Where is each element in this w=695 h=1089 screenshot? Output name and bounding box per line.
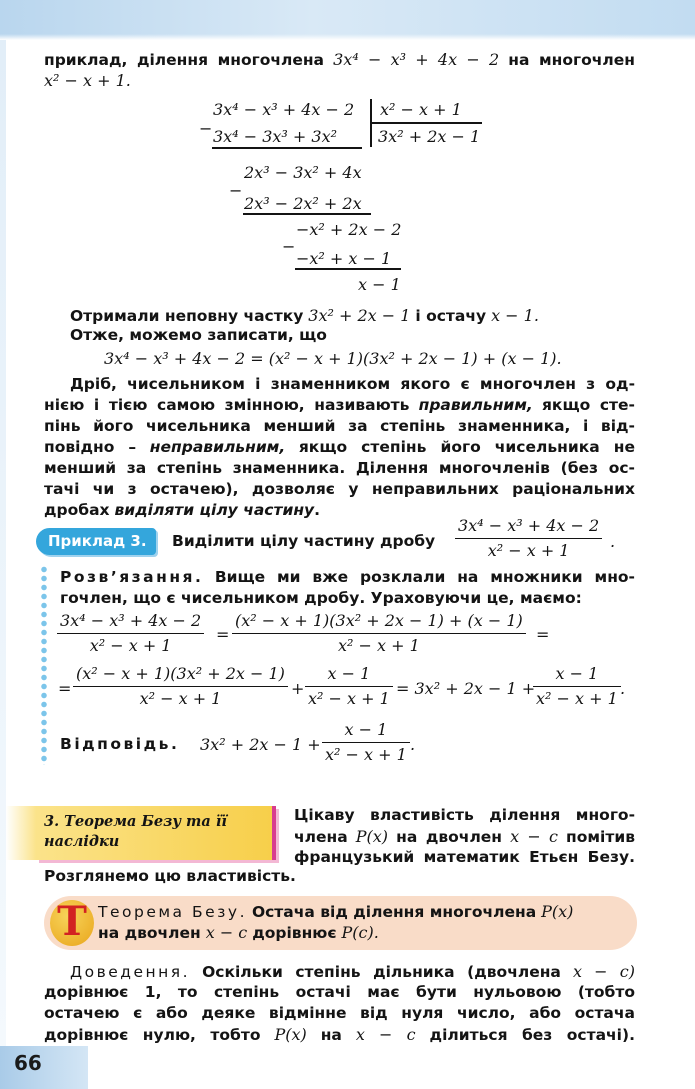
section-title: 3. Теорема Безу та її наслідки — [44, 813, 227, 850]
fraction-numerator: 3x⁴ − x³ + 4x − 2 — [458, 516, 600, 535]
result-identity: 3x⁴ − x³ + 4x − 2 = (x² − x + 1)(3x² + 2x − 1) + (x − 1). — [104, 349, 562, 368]
proof-line-3 — [44, 1003, 635, 1024]
proof-text-2: дорівнює 1, то степінь остачі має бути нульовою (тобто — [44, 983, 635, 1001]
fraction-denominator: x² − x + 1 — [57, 633, 204, 656]
eq-plus-1: + — [291, 679, 305, 698]
answer-label-line — [60, 734, 179, 755]
para1-text-4a: повідно – — [44, 438, 137, 456]
para1-text-7b: . — [314, 501, 321, 519]
example-badge: Приклад 3. — [36, 528, 156, 555]
division-minus-1: − — [199, 119, 213, 138]
eq-fraction-5 — [533, 664, 621, 709]
fraction-numerator: x − 1 — [344, 720, 388, 739]
fraction-numerator: (x² − x + 1)(3x² + 2x − 1) — [76, 664, 285, 683]
section-heading-box — [36, 806, 276, 860]
result-text-a: Отримали неповну частку — [70, 307, 304, 325]
example-task-text: Виділити цілу частину дробу — [172, 532, 436, 550]
proof-line-2 — [44, 982, 635, 1003]
para1-line-7 — [44, 500, 320, 521]
division-quotient: 3x² + 2x − 1 — [378, 127, 481, 146]
division-subtrahend-1: 3x⁴ − 3x³ + 3x² — [213, 127, 338, 146]
division-minus-3: − — [282, 237, 296, 256]
theorem-line-1 — [98, 901, 573, 923]
result-remainder: x − 1. — [491, 306, 539, 325]
section-text-2c: помітив — [566, 828, 636, 846]
result-line-2 — [70, 325, 327, 346]
para1-text-6: тачі чи з остачею), дозволяє у неправильних раціональних — [44, 480, 635, 498]
eq-fraction-1 — [57, 611, 204, 656]
para1-line-3 — [44, 416, 635, 437]
proof-text-3: остачею є або деяке відмінне від нуля число, або остача — [44, 1004, 635, 1022]
theorem-text-2a: на двочлен — [98, 924, 201, 942]
solution-label: Розв’язання. — [60, 568, 204, 586]
division-underline-3 — [295, 268, 401, 270]
solution-dotted-marker — [40, 565, 48, 765]
solution-line-2 — [60, 588, 582, 609]
division-final-remainder: x − 1 — [358, 275, 401, 294]
fraction-denominator: x² − x + 1 — [232, 633, 526, 656]
theorem-text-1: Остача від ділення многочлена — [251, 903, 537, 921]
para1-text-2a: нією і тією самою змінною, називають — [44, 396, 410, 414]
division-dividend: 3x⁴ − x³ + 4x − 2 — [213, 100, 355, 119]
para1-line-4 — [44, 437, 635, 458]
theorem-line-2 — [98, 922, 379, 944]
fraction-denominator: x² − x + 1 — [73, 686, 288, 709]
solution-text-2: гочлен, що є чисельником дробу. Ураховуючи це, маємо: — [60, 589, 582, 607]
solution-line-1 — [60, 567, 635, 588]
section-line-3 — [294, 847, 635, 868]
proof-binomial-2: x − c — [355, 1025, 416, 1044]
section-text-4: Розглянемо цю властивість. — [44, 867, 296, 885]
theorem-text-2b: дорівнює — [252, 924, 337, 942]
division-minus-2: − — [229, 181, 243, 200]
division-underline-2 — [243, 213, 371, 215]
answer-dot: . — [410, 735, 416, 754]
para1-line-5 — [44, 458, 635, 479]
proof-px: P(x) — [274, 1025, 307, 1044]
section-line-1 — [294, 805, 635, 826]
eq-sign-2: = — [536, 625, 550, 644]
division-subtrahend-3: −x² + x − 1 — [296, 249, 392, 268]
eq-sign-3: = — [58, 679, 72, 698]
para1-text-4b: якщо степінь його чисельника не — [298, 438, 635, 456]
para1-text-7a: дробах — [44, 501, 110, 519]
section-text-2b: на двочлен — [396, 828, 503, 846]
theorem-icon-letter: Т — [57, 898, 87, 945]
fraction-denominator: x² − x + 1 — [305, 686, 393, 709]
proof-line-1 — [70, 961, 635, 983]
intro-divisor-expr: x² − x + 1. — [44, 71, 131, 90]
intro-line-1 — [44, 49, 635, 71]
proof-text-4b: на — [320, 1026, 342, 1044]
para1-line-6 — [44, 479, 635, 500]
para1-text-2b: якщо сте- — [541, 396, 635, 414]
result-text-b: і остачу — [415, 307, 487, 325]
section-line-2 — [294, 826, 635, 848]
theorem-pc: P(c). — [341, 923, 379, 942]
para1-line-1 — [70, 374, 635, 395]
eq-dot: . — [620, 679, 626, 698]
para1-term-improper: неправильним, — [149, 438, 286, 456]
left-margin-strip — [0, 40, 6, 1050]
page-number: 66 — [14, 1051, 42, 1075]
example-task-dot: . — [610, 532, 616, 551]
eq-middle-expr: = 3x² + 2x − 1 + — [396, 679, 536, 698]
section-px: P(x) — [355, 827, 389, 846]
result-quotient: 3x² + 2x − 1 — [308, 306, 411, 325]
eq-sign-1: = — [216, 625, 230, 644]
answer-fraction — [322, 720, 410, 765]
theorem-t-icon — [50, 900, 94, 946]
example-task — [172, 531, 435, 552]
top-decorative-band — [0, 0, 695, 40]
intro-dividend-expr: 3x⁴ − x³ + 4x − 2 — [333, 50, 500, 69]
section-binomial: x − c — [510, 827, 558, 846]
proof-text-4a: дорівнює нулю, тобто — [44, 1026, 261, 1044]
example-task-fraction — [455, 516, 602, 561]
eq-fraction-2 — [232, 611, 526, 656]
answer-label: Відповідь. — [60, 735, 180, 753]
section-text-3: французький математик Етьєн Безу. — [294, 848, 635, 866]
proof-label: Доведення. — [70, 963, 191, 981]
theorem-px: P(x) — [541, 902, 574, 921]
proof-binomial-1: x − c) — [572, 962, 636, 981]
theorem-label: Теорема Безу. — [98, 903, 247, 921]
proof-text-4c: ділиться без остачі). — [429, 1026, 635, 1044]
solution-text-1: Вище ми вже розклали на множники мно- — [214, 568, 635, 586]
division-divisor: x² − x + 1 — [380, 100, 462, 119]
division-divisor-underline — [370, 122, 482, 124]
fraction-numerator: x − 1 — [327, 664, 371, 683]
intro-text-2: на многочлен — [508, 51, 636, 69]
section-text-1: Цікаву властивість ділення много- — [294, 806, 635, 824]
fraction-denominator: x² − x + 1 — [322, 742, 410, 765]
fraction-denominator: x² − x + 1 — [455, 538, 602, 561]
para1-line-2 — [44, 395, 635, 416]
para1-text-5: менший за степінь знаменника. Ділення многочленів (без ос- — [44, 459, 635, 477]
division-remainder-2: −x² + 2x − 2 — [296, 220, 402, 239]
para1-term-proper: правильним, — [418, 396, 533, 414]
fraction-numerator: x − 1 — [555, 664, 599, 683]
result-text-c: Отже, можемо записати, що — [70, 326, 327, 344]
division-remainder-1: 2x³ − 3x² + 4x — [244, 163, 362, 182]
eq-fraction-4 — [305, 664, 393, 709]
proof-line-4 — [44, 1024, 635, 1046]
proof-text-1: Оскільки степінь дільника (двочлена — [202, 963, 561, 981]
section-line-4 — [44, 866, 296, 887]
fraction-numerator: (x² − x + 1)(3x² + 2x − 1) + (x − 1) — [235, 611, 523, 630]
division-subtrahend-2: 2x³ − 2x² + 2x — [244, 194, 362, 213]
para1-term-whole-part: виділяти цілу частину — [114, 501, 315, 519]
theorem-binomial: x − c — [205, 923, 248, 942]
answer-expr: 3x² + 2x − 1 + — [200, 735, 321, 754]
eq-fraction-3 — [73, 664, 288, 709]
division-underline-1 — [212, 147, 362, 149]
para1-text-3: пінь його чисельника менший за степінь знаменника, і від- — [44, 417, 635, 435]
para1-text-1: Дріб, чисельником і знаменником якого є многочлен з од- — [70, 375, 635, 393]
fraction-denominator: x² − x + 1 — [533, 686, 621, 709]
fraction-numerator: 3x⁴ − x³ + 4x − 2 — [60, 611, 202, 630]
section-text-2a: члена — [294, 828, 348, 846]
result-line-1 — [70, 305, 539, 327]
intro-text: приклад, ділення многочлена — [44, 51, 325, 69]
